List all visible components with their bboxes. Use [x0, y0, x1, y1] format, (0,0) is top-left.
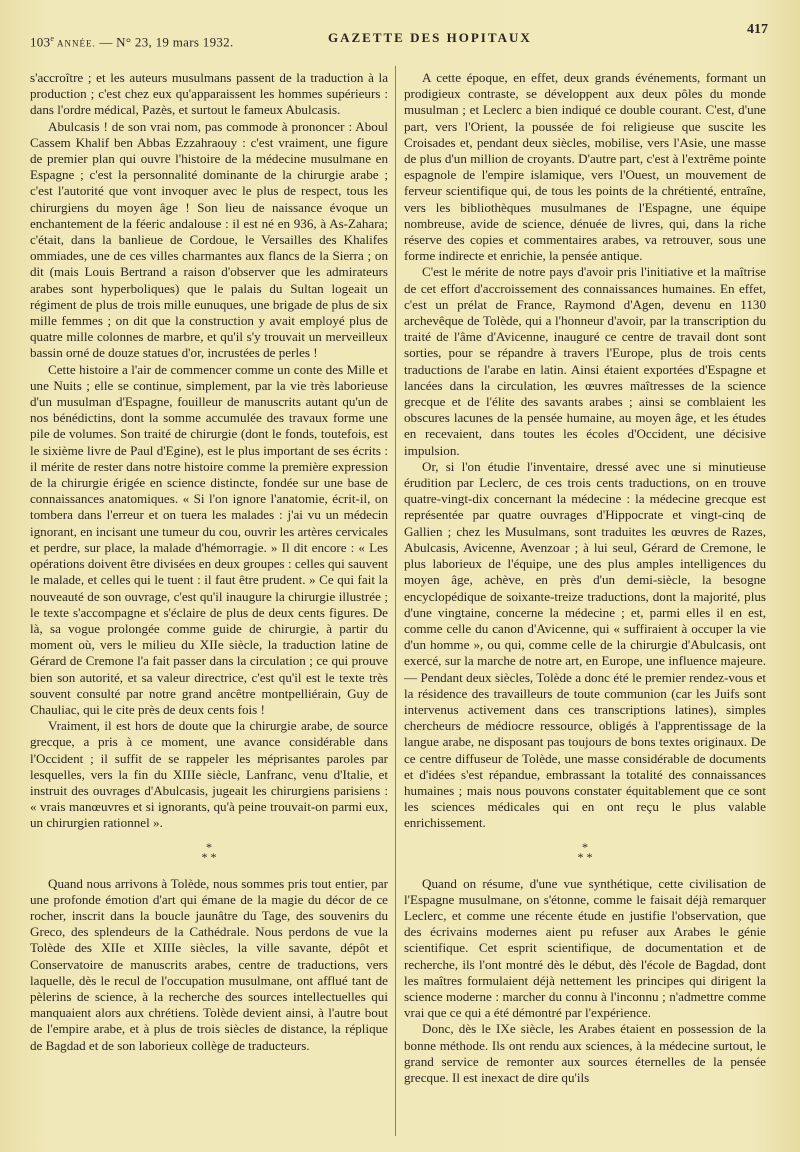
right-column	[404, 70, 766, 1086]
issue-number: 103	[30, 34, 51, 50]
paragraph: Vraiment, il est hors de doute que la chirurgie arabe, de source grecque, a pris à ce moment, une avance considérable dans l'Occident ; il suffit de se rappeler les méprisantes paroles par lesquelles, vers la fin du XIIIe siècle, Lanfranc, venu d'Italie, et instruit des ouvrages d'Abulcasis, jugeait les chirurgiens parisiens : « vrais manœuvres et si ignorants, qu'à peine trouvait-on parmi eux, un chirurgien rationnel ».	[30, 718, 388, 831]
paragraph: Abulcasis ! de son vrai nom, pas commode à prononcer : Aboul Cassem Khalif ben Abbas Ezzahraouy : c'est vraiment, une figure de premier plan qui ouvre l'histoire de la médecine musulmane en Espagne ; c'est la personnalité dominante de la chirurgie arabe ; c'est l'autorité que vont invoquer avec le plus de respect, tous les chirurgiens du moyen âge ! Son lieu de naissance évoque un enchantement de la féeric andalouse : il est né en 936, à As-Zahara; c'était, dans la banlieue de Cordoue, le Versailles des Khalifes ommiades, une de ces villes charmantes aux flancs de la Sierra ; on dit (mais Louis Bertrand a raison d'observer que les admirateurs arabes sont hyperboliques) que le palais du Sultan logeait un régiment de plus de trois mille eunuques, une brigade de plus de six mille femmes ; on dit que la construction y avait employé plus de quatre mille colonnes de marbre, et qu'il s'y trouvait un merveilleux bassin orné de douze statues d'or, incrustées de perles !	[30, 118, 388, 361]
issue-line	[30, 34, 234, 50]
paragraph: A cette époque, en effet, deux grands événements, formant un prodigieux contraste, se développent aux deux pôles du monde musulman ; et Leclerc a bien indiqué ce double courant. C'est, d'une part, vers l'Orient, la poussée de foi religieuse que suscite les Croisades et, pendant deux siècles, mobilise, vers l'Asie, une masse de plus d'un million de croyants. D'autre part, c'est à l'extrême pointe espagnole de l'empire islamique, vers l'Ouest, un mouvement de ferveur scientifique qui, de tous les points de la chrétienté, entraîne, vers les bibliothèques musulmanes de l'Espagne, une équipe nombreuse, avide de science, dénuée de livres, qui, dans la riche réserve des copies et commentaires arabes, va retrouver, sous une forme indirecte et enrichie, la pensée antique.	[404, 70, 766, 264]
issue-annee: ANNÉE.	[54, 38, 96, 49]
paragraph: Quand nous arrivons à Tolède, nous sommes pris tout entier, par une profonde émotion d'art qui émane de la magie du décor de ce rocher, inscrit dans la boucle jaunâtre du Tage, des souvenirs du Greco, des splendeurs de la Cathédrale. Nous perdons de vue la Tolède des XIIe et XIIIe siècles, la ville savante, dépôt et Conservatoire de manuscrits arabes, centre de traductions, vers laquelle, dès le recul de l'occupation musulmane, ont afflué tant de pèlerins de science, à la recherche des sources intellectuelles qui manquaient alors aux chrétiens. Tolède devient ainsi, à l'autre bout de l'empire arabe, et à plus de trois siècles de distance, la réplique de Bagdad et de son laborieux collège de traducteurs.	[30, 875, 388, 1053]
section-separator	[30, 839, 388, 864]
paragraph: C'est le mérite de notre pays d'avoir pris l'initiative et la maîtrise de cet effort d'accroissement des connaissances humaines. En effet, c'est un prélat de France, Raymond d'Agen, devenu en 1130 archevêque de Tolède, qui a l'honneur d'avoir, par la transcription du traité de l'âme d'Avicenne, inauguré ce centre de travail dont sont sorties, pour se répandre à travers l'Europe, plus de trois cents traductions de l'arabe en latin. Ainsi étaient exportées d'Espagne et lancées dans la circulation, les œuvres maîtresses de la science grecque et de l'élite des savants arabes ; ainsi se comblaient les obscures lacunes de la pensée humaine, au moyen âge, et les études en recevaient, dans toutes les écoles d'Occident, une décisive impulsion.	[404, 264, 766, 458]
separator-star: *	[206, 839, 212, 854]
paragraph: Quand on résume, d'une vue synthétique, cette civilisation de l'Espagne musulmane, on s'étonne, comme le faisait déjà remarquer Leclerc, et comme une récente étude en justifie l'observation, que des écrivains modernes aient pu refuser aux Arabes le génie scientifique. Cet esprit scientifique, de documentation et de recherche, ils l'ont montré dès le début, dès l'école de Bagdad, dont les maîtres formulaient déjà nettement les principes qui dirigent la science moderne : marcher du connu à l'inconnu ; n'admettre comme vrai que ce qui a été démontré par l'expérience.	[404, 875, 766, 1021]
issue-date: — N° 23, 19 mars 1932.	[95, 34, 234, 50]
column-divider	[395, 66, 396, 1136]
masthead-title: GAZETTE DES HOPITAUX	[328, 30, 532, 45]
separator-star: *	[582, 839, 588, 854]
paragraph: s'accroître ; et les auteurs musulmans passent de la traduction à la production ; c'est chez eux qu'apparaissent les hommes supérieurs : dans l'ordre médical, Pazès, et surtout le fameux Abulcasis.	[30, 70, 388, 118]
separator-stars: * *	[201, 849, 217, 864]
section-separator	[404, 839, 766, 864]
paragraph: Donc, dès le IXe siècle, les Arabes étaient en possession de la bonne méthode. Ils ont rendu aux sciences, à la médecine surtout, le grand service de remonter aux sources éternelles de la pensée grecque. Il est inexact de dire qu'ils	[404, 1021, 766, 1085]
page-number: 417	[747, 22, 768, 37]
separator-stars: * *	[577, 849, 593, 864]
page-header	[30, 22, 768, 50]
paragraph: Or, si l'on étudie l'inventaire, dressé avec une si minutieuse érudition par Leclerc, de ces trois cents traductions, on en trouve quatre-vingt-dix concernant la médecine : la médecine grecque est représentée par quatre ouvrages d'Hippocrate et vingt-cinq de Gallien ; chez les Musulmans, sont traduites les œuvres de Razes, Abulcasis, Avicenne, Avenzoar ; à lui seul, Gérard de Cremone, le plus laborieux de l'équipe, une des plus amples intelligences du moyen âge, achève, en près d'un demi-siècle, la besogne encyclopédique de soixante-treize traductions, dont la majorité, plus d'une vingtaine, concerne la médecine ; et, parmi elles il en est, comme celle du canon d'Avicenne, qui « suffiraient à occuper la vie d'un homme », ou qui, comme celle de la chirurgie d'Abulcasis, ont exercé, sur la marche de notre art, en Europe, une influence majeure. — Pendant deux siècles, Tolède a donc été le premier rendez-vous et la résidence des travailleurs de toute communion (car les Juifs sont intervenus activement dans ces transcriptions latines), simples chercheurs de médiocre ressource, obligés à l'apprentissage de la langue arabe, ne disposant pas toujours de bons textes originaux. De ce centre diffuseur de Tolède, une masse considérable de documents et d'idées s'est répandue, embrassant la totalité des connaissances humaines ; mais nous pouvons constater équitablement que ce sont les sciences médicales qui en ont reçu le plus valable enrichissement.	[404, 458, 766, 831]
issue-sup: e	[50, 34, 55, 43]
paragraph: Cette histoire a l'air de commencer comme un conte des Mille et une Nuits ; elle se continue, simplement, par la vie très laborieuse d'un musulman d'Espagne, fouilleur de manuscrits autant qu'un de nos bénédictins, dont la somme accumulée des travaux forme une pile de volumes. Son traité de chirurgie (dont le fonds, toutefois, est le sixième livre de Paul d'Egine), est le plus important de ses écrits : il mérite de rester dans notre histoire comme la première expression de la chirurgie érigée en science distincte, fondée sur une base de connaissances anatomiques. « Si l'on ignore l'anatomie, écrit-il, on tombera dans l'erreur et on tuera les malades : j'ai vu un médecin ignorant, en incisant une tumeur du cou, ouvrir les artères cervicales et perdre, sur place, la malade d'hémorragie. » Il dit encore : « Les opérations doivent être divisées en deux groupes : celles qui sauvent le malade, et celles qui le tuent : il faut être prudent. » Ce qui fait la nouveauté de son ouvrage, c'est qu'il inaugure la chirurgie illustrée ; le texte s'accompagne et s'éclaire de plus de deux cents figures. De là, sa vogue prolongée comme guide de chirurgie, à partir du moment où, vers le milieu du XIIe siècle, la traduction latine de Gérard de Cremone l'a fait passer dans la circulation ; ce qui prouve bien son autorité, et sa valeur directrice, c'est qu'il est le texte très souvent consulté par notre grand ancêtre montpelliérain, Guy de Chauliac, qui le cite près de deux cents fois !	[30, 361, 388, 717]
left-column	[30, 70, 388, 1054]
